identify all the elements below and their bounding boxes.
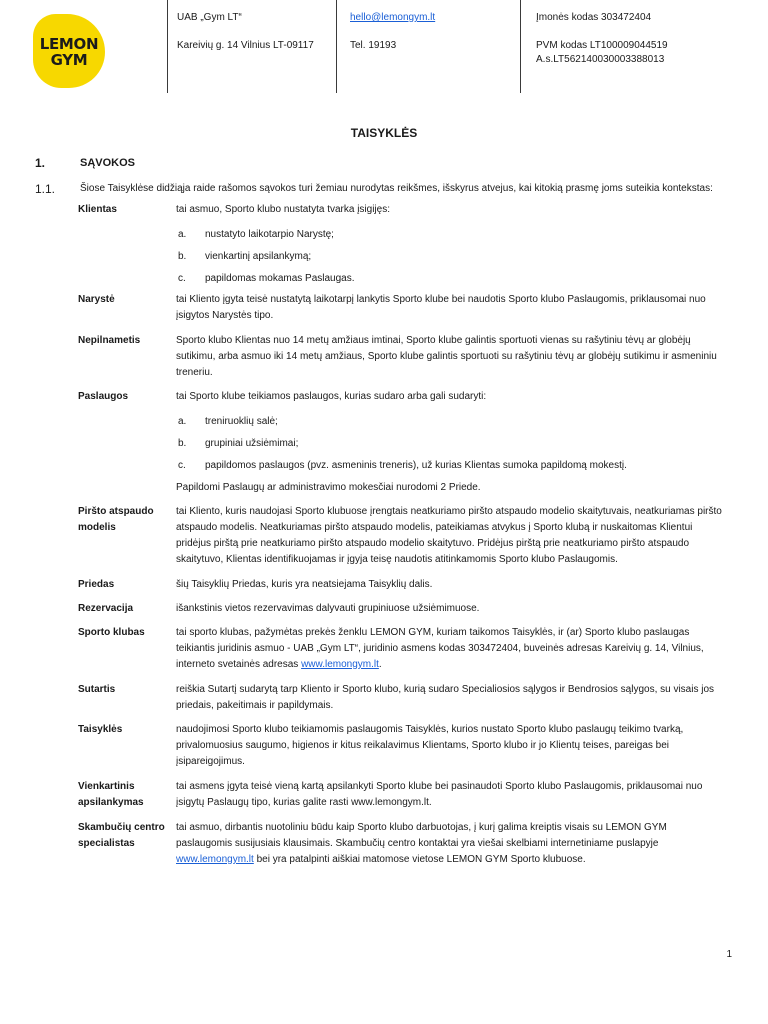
list-text: nustatyto laikotarpio Narystę; [205, 229, 334, 240]
term-taisykles: Taisyklės [78, 724, 123, 735]
definition-taisykles: naudojimosi Sporto klubo teikiamomis paslaugomis Taisyklės, kurios nustato Sporto klubo paslaugų teikimo tvarką, privalomuosius saugumo, higienos ir kitus reikalavimus Klientams, Sporto klubo ir jo Klientų teises, pareigas bei įsipareigojimus. [176, 724, 684, 767]
term-vienkartinis-apsilankymas: Vienkartinis apsilankymas [78, 781, 144, 808]
subsection-number: 1.1. [35, 182, 56, 196]
definition-sporto-klubas [176, 625, 724, 673]
list-marker: c. [178, 460, 186, 471]
list-text: grupiniai užsiėmimai; [205, 438, 299, 449]
website-link[interactable]: www.lemongym.lt [176, 854, 254, 865]
header-divider [336, 0, 337, 93]
list-marker: b. [178, 251, 187, 262]
contact-email[interactable] [350, 11, 435, 24]
list-text: papildomos paslaugos (pvz. asmeninis treneris), už kurias Klientas sumoka papildomą mokestį. [205, 460, 627, 471]
definition-pirsto-atspaudo-modelis: tai Kliento, kuris naudojasi Sporto klubuose įrengtais neatkuriamo piršto atspaudo modelio skaitytuvais, neatkuriamas piršto atspaudo modelis. Neatkuriamas piršto atspaudo modelis, pateikiamas atvykus į Sporto klubą ir nuskaitomas Klientui pridėjus pirštą prie neatkuriamo piršto atspaudo modelio skaitytuvo. Pridėjus pirštą prie neatkuriamo piršto atspaudo skaitytuvo, Klientas identifikuojamas ir įgyja teisę naudotis atitinkamomis Sporto klubo Paslaugomis. [176, 506, 722, 565]
term-pirsto-atspaudo-modelis: Piršto atspaudo modelis [78, 506, 154, 533]
company-name: UAB „Gym LT“ [177, 12, 242, 23]
logo-line-1: LEMON [39, 35, 99, 53]
website-link[interactable]: www.lemongym.lt [301, 659, 379, 670]
definition-text-end: . [378, 659, 382, 670]
definition-klientas: tai asmuo, Sporto klubo nustatyta tvarka įsigijęs: [176, 204, 390, 215]
vat-code: PVM kodas LT100009044519 [536, 40, 668, 51]
list-marker: a. [178, 416, 187, 427]
logo-line-2: GYM [50, 51, 88, 69]
term-sutartis: Sutartis [78, 684, 116, 695]
paslaugos-note: Papildomi Paslaugų ar administravimo mokesčiai nurodomi 2 Priede. [176, 482, 481, 493]
section-number: 1. [35, 156, 46, 170]
document-title: TAISYKLĖS [350, 126, 418, 140]
definition-text-end: bei yra patalpinti aiškiai matomose vietose LEMON GYM Sporto klubuose. [253, 854, 586, 865]
list-marker: c. [178, 273, 186, 284]
company-code: Įmonės kodas 303472404 [536, 12, 652, 23]
definition-naryste: tai Kliento įgyta teisė nustatytą laikotarpį lankytis Sporto klube bei naudotis Sporto klubo Paslaugomis, priklausomai nuo įsigytos Narystės tipo. [176, 294, 706, 321]
definition-text: tai sporto klubas, pažymėtas prekės ženklu LEMON GYM, kuriam taikomos Taisyklės, ir (ar) Sporto klubo paslaugas teikiantis juridinis asmuo - UAB „Gym LT“, juridinio asmens kodas 303472404, buveinės adresas Kareivių g. 14, Vilnius, interneto svetainės adresas [176, 627, 704, 670]
bank-account: A.s.LT562140030003388013 [536, 54, 665, 65]
definition-nepilnametis: Sporto klubo Klientas nuo 14 metų amžiaus imtinai, Sporto klube galintis sportuoti vienas su rašytiniu tėvų ar globėjų sutikimu, arba asmuo iki 14 metų amžiaus, Sporto klube galintis sportuoti su rašytiniu tėvų ar globėjų sutikimu ir asmeniniu treneriu. [176, 335, 717, 378]
list-marker: b. [178, 438, 187, 449]
definition-skambuciu-centro-specialistas [176, 820, 724, 868]
subsection-text: Šiose Taisyklėse didžiąja raide rašomos sąvokos turi žemiau nurodytas reikšmes, išskyrus atvejus, kai kitokią prasmę joms suteikia kontekstas: [80, 183, 713, 194]
header-divider [167, 0, 168, 93]
term-naryste: Narystė [78, 294, 115, 305]
term-klientas: Klientas [78, 204, 117, 215]
term-rezervacija: Rezervacija [78, 603, 134, 614]
term-priedas: Priedas [78, 579, 115, 590]
list-marker: a. [178, 229, 187, 240]
page-number: 1 [726, 949, 732, 960]
list-text: papildomas mokamas Paslaugas. [205, 273, 355, 284]
definition-text: tai asmuo, dirbantis nuotoliniu būdu kaip Sporto klubo darbuotojas, į kurį galima kreiptis visais su LEMON GYM paslaugomis susijusiais klausimais. Skambučių centro kontaktai yra viešai skelbiami internetiniame puslapyje [176, 822, 667, 849]
header-divider [520, 0, 521, 93]
definition-vienkartinis-apsilankymas: tai asmens įgyta teisė vieną kartą apsilankyti Sporto klube bei pasinaudoti Sporto klubo Paslaugomis, priklausomai nuo įsigytų Paslaugų tipo, kurias galite rasti www.lemongym.lt. [176, 781, 703, 808]
term-skambuciu-centro-specialistas: Skambučių centro specialistas [78, 822, 165, 849]
contact-phone: Tel. 19193 [350, 40, 397, 51]
definition-priedas: šių Taisyklių Priedas, kuris yra neatsiejama Taisyklių dalis. [176, 579, 433, 590]
term-nepilnametis: Nepilnametis [78, 335, 141, 346]
company-address: Kareivių g. 14 Vilnius LT-09117 [177, 40, 314, 51]
list-text: vienkartinį apsilankymą; [205, 251, 312, 262]
email-link[interactable]: hello@lemongym.lt [350, 12, 436, 23]
definition-rezervacija: išankstinis vietos rezervavimas dalyvauti grupiniuose užsiėmimuose. [176, 603, 480, 614]
section-heading: SĄVOKOS [80, 157, 136, 169]
definition-paslaugos: tai Sporto klube teikiamos paslaugos, kurias sudaro arba gali sudaryti: [176, 391, 487, 402]
list-text: treniruoklių salė; [205, 416, 278, 427]
term-sporto-klubas: Sporto klubas [78, 627, 145, 638]
definition-sutartis: reiškia Sutartį sudarytą tarp Kliento ir Sporto klubo, kurią sudaro Specialiosios sąlygos ir Bendrosios sąlygos, su visais jos priedais, pakeitimais ir papildymais. [176, 684, 715, 711]
term-paslaugos: Paslaugos [78, 391, 129, 402]
lemon-gym-logo [33, 14, 105, 88]
